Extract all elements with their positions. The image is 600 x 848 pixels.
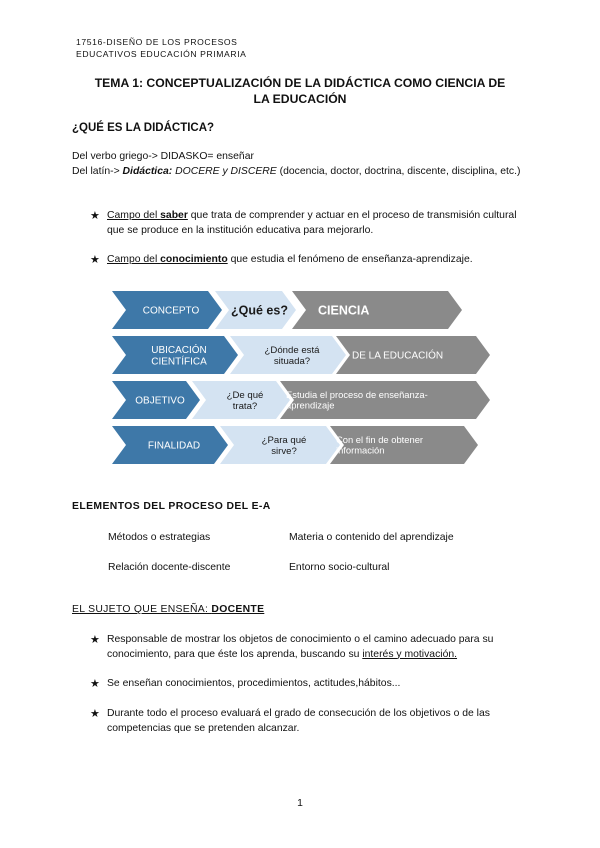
diagram-question: ¿Para qué sirve? xyxy=(261,434,307,457)
star-bullet-icon: ★ xyxy=(90,634,100,646)
diagram-question: ¿De qué trata? xyxy=(226,389,264,412)
saber-term: saber xyxy=(160,210,188,221)
bullet-ensenan xyxy=(90,677,530,692)
elemento-entorno: Entorno socio-cultural xyxy=(289,562,390,573)
page-number: 1 xyxy=(297,798,303,809)
diagram-answer: CIENCIA xyxy=(318,303,370,318)
diagram-answer: DE LA EDUCACIÓN xyxy=(352,350,444,362)
elemento-relacion: Relación docente-discente xyxy=(108,562,231,573)
greek-origin: Del verbo griego-> DIDASKO= enseñar xyxy=(72,151,254,162)
latin-verbs: DOCERE y DISCERE xyxy=(172,165,277,177)
star-bullet-icon: ★ xyxy=(90,708,100,720)
conocimiento-term: conocimiento xyxy=(160,254,228,265)
latin-prefix: Del latín-> xyxy=(72,165,123,177)
conocimiento-description: que estudia el fenómeno de enseñanza-aprendizaje. xyxy=(227,254,473,265)
bullet-responsable xyxy=(90,633,530,662)
diagram-question: ¿Qué es? xyxy=(231,303,288,318)
sujeto-heading xyxy=(72,604,264,615)
course-header-line1: 17516-DISEÑO DE LOS PROCESOS xyxy=(76,37,238,47)
star-bullet-icon: ★ xyxy=(90,254,100,266)
evaluara-text: Durante todo el proceso evaluará el grado de consecución de los objetivos o de las competencias que se pretenden alcanzar. xyxy=(107,708,490,734)
title-line2: LA EDUCACIÓN xyxy=(253,92,347,106)
diagram-label: FINALIDAD xyxy=(147,440,201,452)
latin-derivatives: (docencia, doctor, doctrina, discente, disciplina, etc.) xyxy=(276,165,521,177)
star-bullet-icon: ★ xyxy=(90,210,100,222)
title-line1: TEMA 1: CONCEPTUALIZACIÓN DE LA DIDÁCTICA COMO CIENCIA DE xyxy=(94,76,506,90)
ensenan-text: Se enseñan conocimientos, procedimientos, actitudes,hábitos... xyxy=(107,678,401,689)
section-heading-didactica: ¿QUÉ ES LA DIDÁCTICA? xyxy=(72,122,215,134)
responsable-text: Responsable de mostrar los objetos de conocimiento o el camino adecuado para su conocimiento, para que éste los aprenda, buscando su xyxy=(107,634,494,660)
saber-link-pre: Campo del xyxy=(107,210,161,221)
sujeto-heading-pre: EL SUJETO QUE ENSEÑA: xyxy=(72,604,212,615)
sujeto-heading-docente: DOCENTE xyxy=(211,604,265,615)
interes-motivacion: interés y motivación. xyxy=(362,648,458,660)
latin-term: Didáctica: xyxy=(122,165,173,177)
diagram-label: UBICACIÓN CIENTÍFICA xyxy=(151,344,207,368)
saber-description: que trata de comprender y actuar en el proceso de transmisión cultural que se produce en la institución educativa para mejorarlo. xyxy=(107,210,517,236)
elemento-materia: Materia o contenido del aprendizaje xyxy=(289,532,454,543)
elementos-heading: ELEMENTOS DEL PROCESO DEL E-A xyxy=(72,501,271,512)
star-bullet-icon: ★ xyxy=(90,678,100,690)
diagram-answer: Estudia el proceso de enseñanza-aprendizaje xyxy=(286,388,428,411)
diagram-label: CONCEPTO xyxy=(142,305,200,317)
course-header-line2: EDUCATIVOS EDUCACIÓN PRIMARIA xyxy=(76,49,247,59)
bullet-evaluara xyxy=(90,707,530,736)
diagram-label: OBJETIVO xyxy=(135,395,185,407)
diagram-answer: Con el fin de obtener información xyxy=(336,433,424,456)
elemento-metodos: Métodos o estrategias xyxy=(108,532,211,543)
conocimiento-pre: Campo del xyxy=(107,254,161,265)
diagram-question: ¿Dónde está situada? xyxy=(264,344,320,367)
